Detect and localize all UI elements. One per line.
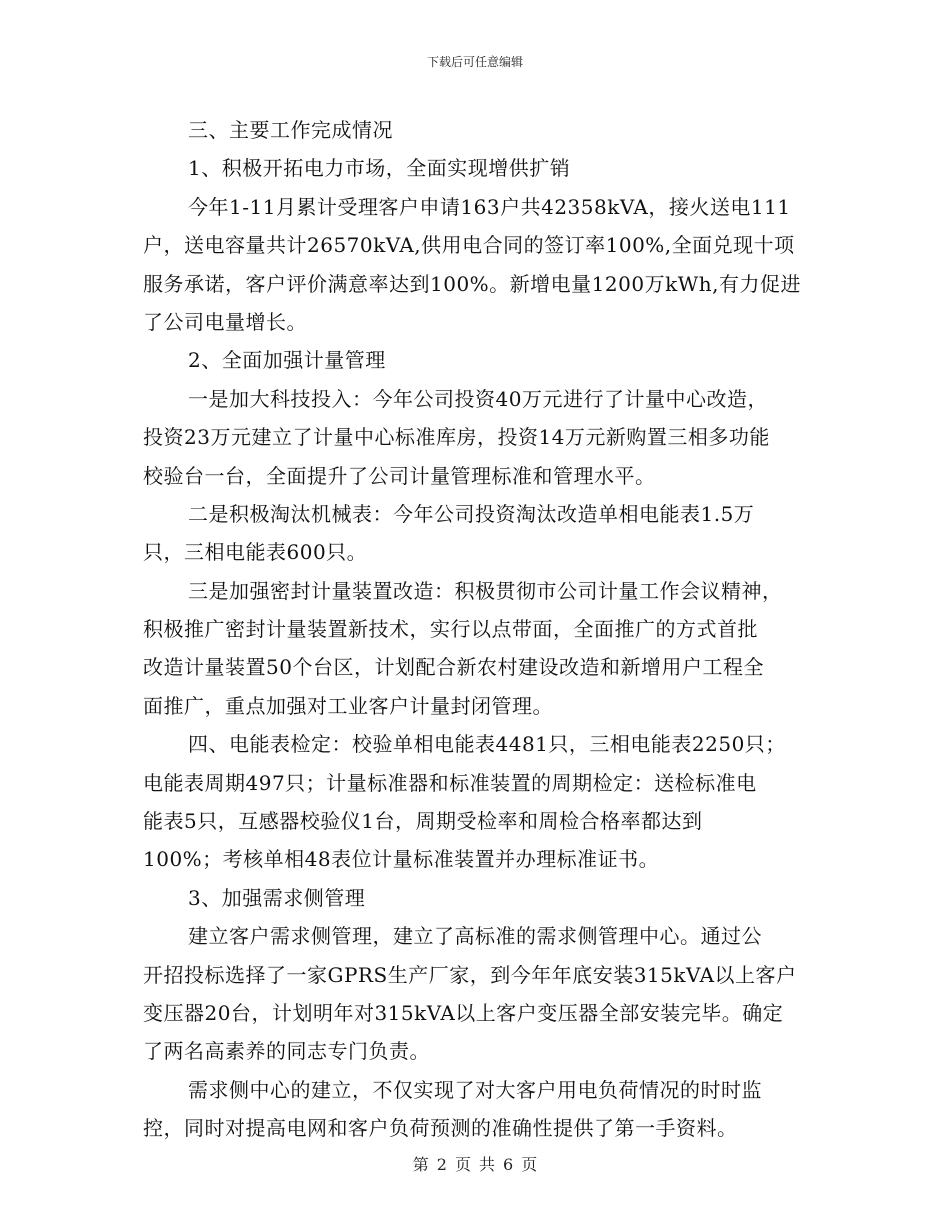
text-line: 改造计量装置50个台区，计划配合新农村建设改造和新增用户工程全 bbox=[143, 655, 764, 680]
footer-page-word: 页 bbox=[454, 1155, 471, 1174]
text-line: 电能表周期497只；计量标准器和标准装置的周期检定：送检标准电 bbox=[143, 770, 757, 795]
text-line: 1、积极开拓电力市场，全面实现增供扩销 bbox=[188, 156, 571, 181]
text-line: 二是积极淘汰机械表：今年公司投资淘汰改造单相电能表1.5万 bbox=[188, 501, 755, 526]
text-line: 今年1-11月累计受理客户申请163户共42358kVA，接火送电111 bbox=[188, 194, 791, 219]
footer-current-page: 2 bbox=[436, 1155, 447, 1174]
footer-suffix: 页 bbox=[521, 1155, 538, 1174]
text-line: 投资23万元建立了计量中心标准库房，投资14万元新购置三相多功能 bbox=[143, 425, 770, 450]
text-line: 了两名高素养的同志专门负责。 bbox=[143, 1039, 430, 1064]
page-header bbox=[0, 54, 950, 70]
text-line: 户，送电容量共计26570kVA,供用电合同的签订率100%,全面兑现十项 bbox=[143, 233, 795, 258]
page-footer bbox=[0, 1154, 950, 1176]
footer-total-pages: 6 bbox=[503, 1155, 514, 1174]
text-line: 需求侧中心的建立，不仅实现了对大客户用电负荷情况的时时监 bbox=[188, 1077, 762, 1102]
text-line: 能表5只，互感器校验仪1台，周期受检率和周检合格率都达到 bbox=[143, 809, 703, 834]
text-line: 服务承诺，客户评价满意率达到100%。新增电量1200万kWh,有力促进 bbox=[143, 271, 801, 296]
text-line: 面推广，重点加强对工业客户计量封闭管理。 bbox=[143, 693, 553, 718]
text-line: 了公司电量增长。 bbox=[143, 309, 307, 334]
text-line: 四、电能表检定：校验单相电能表4481只，三相电能表2250只； bbox=[188, 732, 786, 757]
text-line: 三、主要工作完成情况 bbox=[188, 118, 393, 142]
text-line: 校验台一台，全面提升了公司计量管理标准和管理水平。 bbox=[143, 463, 656, 488]
text-line: 三是加强密封计量装置改造：积极贯彻市公司计量工作会议精神， bbox=[188, 578, 783, 603]
text-line: 开招投标选择了一家GPRS生产厂家，到今年年底安装315kVA以上客户 bbox=[143, 962, 797, 987]
header-note: 下载后可任意编辑 bbox=[426, 55, 523, 69]
text-line: 3、加强需求侧管理 bbox=[188, 885, 366, 910]
text-line: 一是加大科技投入：今年公司投资40万元进行了计量中心改造， bbox=[188, 386, 768, 411]
text-line: 控，同时对提高电网和客户负荷预测的准确性提供了第一手资料。 bbox=[143, 1116, 738, 1141]
footer-total-word: 共 bbox=[479, 1155, 496, 1174]
text-line: 100%；考核单相48表位计量标准装置并办理标准证书。 bbox=[143, 847, 660, 872]
text-line: 只，三相电能表600只。 bbox=[143, 540, 368, 565]
document-body bbox=[143, 111, 811, 1148]
text-line: 建立客户需求侧管理，建立了高标准的需求侧管理中心。通过公 bbox=[188, 924, 762, 949]
text-line: 变压器20台，计划明年对315kVA以上客户变压器全部安装完毕。确定 bbox=[143, 1000, 784, 1025]
footer-prefix: 第 bbox=[412, 1155, 429, 1174]
text-line: 积极推广密封计量装置新技术，实行以点带面，全面推广的方式首批 bbox=[143, 617, 758, 642]
text-line: 2、全面加强计量管理 bbox=[188, 348, 386, 373]
